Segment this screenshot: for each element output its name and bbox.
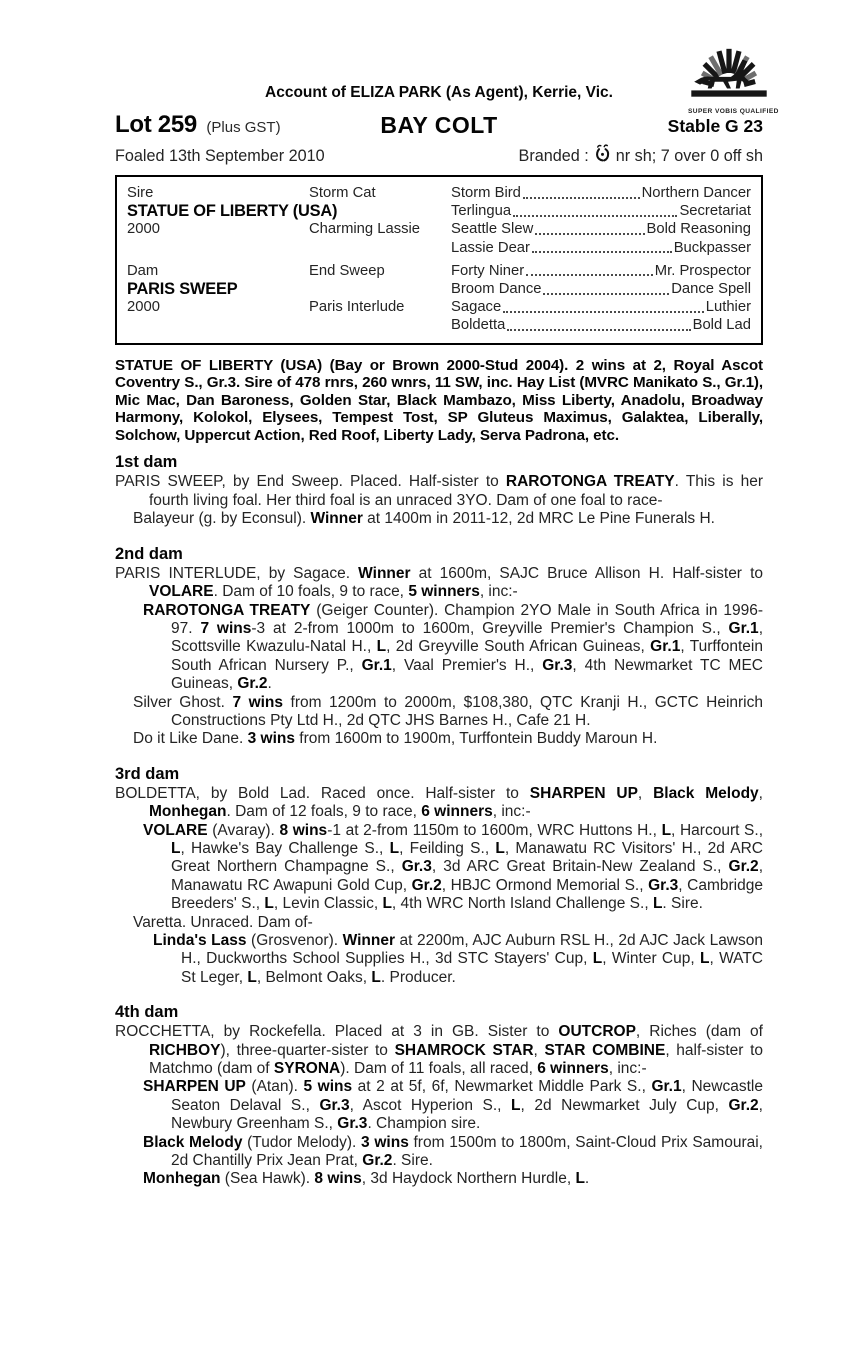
section-1st-dam bbox=[115, 453, 763, 528]
sire-year: 2000 bbox=[127, 221, 160, 238]
pedigree-paragraph: Monhegan (Sea Hawk). 8 wins, 3d Haydock Northern Hurdle, L. bbox=[143, 1170, 590, 1188]
plus-gst-label: (Plus GST) bbox=[206, 119, 281, 136]
logo-caption: SUPER VOBIS QUALIFIED bbox=[688, 108, 779, 115]
pedigree-paragraph: PARIS INTERLUDE, by Sagace. Winner at 1600m, SAJC Bruce Allison H. Half-sister to VOLARE. Dam of 10 foals, 9 to race, 5 winners, inc:- bbox=[115, 564, 763, 601]
brand-mark-icon bbox=[593, 143, 612, 164]
sire-dam: Charming Lassie bbox=[309, 221, 421, 238]
gp-row bbox=[451, 316, 751, 334]
section-heading: 4th dam bbox=[115, 1003, 179, 1022]
section-4th-dam bbox=[115, 1003, 763, 1189]
lot-row bbox=[115, 109, 763, 141]
sire-parents-column bbox=[309, 184, 451, 257]
gp-name-right: Luthier bbox=[705, 299, 751, 316]
gp-row bbox=[451, 280, 751, 298]
dam-parents-column bbox=[309, 262, 451, 335]
pedigree-paragraph: Balayeur (g. by Econsul). Winner at 1400m in 2011-12, 2d MRC Le Pine Funerals H. bbox=[133, 510, 715, 528]
sire-sire: Storm Cat bbox=[309, 185, 376, 201]
gp-name-right: Bold Lad bbox=[692, 317, 751, 334]
gp-row bbox=[451, 184, 751, 202]
leader-dots bbox=[507, 316, 690, 331]
gp-name-left: Seattle Slew bbox=[451, 221, 534, 238]
gp-name-right: Dance Spell bbox=[671, 280, 751, 297]
section-heading: 2nd dam bbox=[115, 544, 183, 563]
pedigree-paragraph: VOLARE (Avaray). 8 wins-1 at 2-from 1150m to 1600m, WRC Huttons H., L, Harcourt S., L, Hawke's Bay Challenge S., L, Feilding S., L, Manawatu RC Visitors' H., 2d ARC Great Northern Champagne S., Gr.3, 3d ARC Great Britain-New Zealand S., Gr.2, Manawatu RC Awapuni Gold Cup, Gr.2, HBJC Ormond Memorial S., Gr.3, Cambridge Breeders' S., L, Levin Classic, L, 4th WRC North Island Challenge S., L. Sire. bbox=[143, 821, 764, 913]
section-2nd-dam bbox=[115, 545, 763, 749]
leader-dots bbox=[535, 220, 644, 235]
branded-info bbox=[519, 146, 763, 167]
pedigree-paragraph: Varetta. Unraced. Dam of- bbox=[133, 913, 313, 931]
meta-row bbox=[115, 146, 763, 167]
account-line: Account of ELIZA PARK (As Agent), Kerrie, Vic. bbox=[265, 84, 613, 101]
gp-name-right: Mr. Prospector bbox=[654, 262, 751, 279]
pedigree-dam-half bbox=[127, 262, 751, 335]
pedigree-paragraph: SHARPEN UP (Atan). 5 wins at 2 at 5f, 6f, Newmarket Middle Park S., Gr.1, Newcastle Seaton Delaval S., Gr.3, Ascot Hyperion S., L, 2d Newmarket July Cup, Gr.2, Newbury Greenham S., Gr.3. Champion sire. bbox=[143, 1078, 763, 1133]
gp-name-right: Bold Reasoning bbox=[646, 221, 751, 238]
stable-number: Stable G 23 bbox=[667, 116, 763, 136]
dam-sire: End Sweep bbox=[309, 262, 385, 279]
horse-title: BAY COLT bbox=[380, 112, 498, 138]
gp-name-right: Secretariat bbox=[679, 203, 751, 220]
gp-name-left: Storm Bird bbox=[451, 185, 521, 201]
pedigree-paragraph: Silver Ghost. 7 wins from 1200m to 2000m, $108,380, QTC Kranji H., GCTC Heinrich Constructions Pty Ltd H., 2d QTC JHS Barnes H., Cafe 21 H. bbox=[133, 693, 763, 729]
gp-name-left: Forty Niner bbox=[451, 262, 525, 279]
sire-grandparents-column bbox=[451, 184, 751, 257]
leader-dots bbox=[523, 184, 640, 199]
leader-dots bbox=[532, 239, 672, 254]
gp-name-left: Terlingua bbox=[451, 203, 512, 220]
leader-dots bbox=[543, 280, 669, 295]
pedigree-paragraph: RAROTONGA TREATY (Geiger Counter). Champion 2YO Male in South Africa in 1996-97. 7 wins-3 at 2-from 1000m to 1600m, Greyville Premier's Champion S., Gr.1, Scottsville Kwazulu-Natal H., L, 2d Greyville South African Guineas, Gr.1, Turffontein South African Nursery P., Gr.1, Vaal Premier's H., Gr.3, 4th Newmarket TC MEC Guineas, Gr.2. bbox=[143, 601, 763, 693]
gp-name-right: Buckpasser bbox=[673, 239, 751, 256]
dam-name: PARIS SWEEP bbox=[127, 279, 238, 298]
sire-label: Sire bbox=[127, 185, 154, 201]
pedigree-paragraph: ROCCHETTA, by Rockefella. Placed at 3 in GB. Sister to OUTCROP, Riches (dam of RICHBOY), three-quarter-sister to SHAMROCK STAR, STAR COMBINE, half-sister to Matchmo (dam of SYRONA). Dam of 11 foals, all raced, 6 winners, inc:- bbox=[115, 1023, 764, 1078]
leader-dots bbox=[513, 202, 677, 217]
gp-row bbox=[451, 220, 751, 238]
sire-blurb: STATUE OF LIBERTY (USA) (Bay or Brown 2000-Stud 2004). 2 wins at 2, Royal Ascot Coventry S., Gr.3. Sire of 478 rnrs, 260 wnrs, 11 SW, inc. Hay List (MVRC Manikato S., Gr.1), Mic Mac, Dan Baroness, Golden Star, Black Mambazo, Miss Liberty, Anadolu, Broadway Harmony, Kolokol, Elysees, Tempest Tost, SP Gluteus Maximus, Galaktea, Liberally, Solchow, Uppercut Action, Red Roof, Liberty Lady, Serva Padrona, etc. bbox=[115, 356, 763, 444]
dam-dam: Paris Interlude bbox=[309, 299, 405, 316]
gp-name-left: Sagace bbox=[451, 299, 502, 316]
section-heading: 1st dam bbox=[115, 453, 178, 472]
lot-number: Lot 259 bbox=[115, 111, 197, 138]
gp-row bbox=[451, 298, 751, 316]
branded-suffix: nr sh; 7 over 0 off sh bbox=[615, 147, 763, 165]
gp-row bbox=[451, 239, 751, 257]
pedigree-paragraph: PARIS SWEEP, by End Sweep. Placed. Half-sister to RAROTONGA TREATY. This is her fourth living foal. Her third foal is an unraced 3YO. Dam of one foal to race- bbox=[115, 473, 763, 509]
sire-column bbox=[127, 184, 338, 257]
dam-year: 2000 bbox=[127, 299, 160, 316]
dam-column bbox=[127, 262, 309, 335]
leader-dots bbox=[526, 262, 653, 277]
leader-dots bbox=[503, 298, 704, 313]
gp-row bbox=[451, 202, 751, 220]
gp-name-left: Broom Dance bbox=[451, 280, 542, 297]
section-3rd-dam bbox=[115, 765, 763, 987]
gp-name-left: Lassie Dear bbox=[451, 239, 530, 256]
gp-row bbox=[451, 262, 751, 280]
pedigree-paragraph: Linda's Lass (Grosvenor). Winner at 2200m, AJC Auburn RSL H., 2d AJC Jack Lawson H., Duckworths School Supplies H., 3d STC Stayers' Cup, L, Winter Cup, L, WATC St Leger, L, Belmont Oaks, L. Producer. bbox=[153, 932, 763, 986]
lot-left bbox=[115, 111, 281, 139]
pedigree-sire-half bbox=[127, 184, 751, 257]
foaled-date: Foaled 13th September 2010 bbox=[115, 147, 325, 165]
pedigree-paragraph: BOLDETTA, by Bold Lad. Raced once. Half-sister to SHARPEN UP, Black Melody, Monhegan. Dam of 12 foals, 9 to race, 6 winners, inc:- bbox=[115, 784, 763, 821]
pedigree-table bbox=[115, 175, 763, 345]
super-vobis-logo bbox=[688, 44, 779, 115]
dam-grandparents-column bbox=[451, 262, 751, 335]
pedigree-paragraph: Black Melody (Tudor Melody). 3 wins from 1500m to 1800m, Saint-Cloud Prix Samourai, 2d Chantilly Prix Jean Prat, Gr.2. Sire. bbox=[143, 1133, 763, 1170]
dam-label: Dam bbox=[127, 262, 159, 279]
pedigree-paragraph: Do it Like Dane. 3 wins from 1600m to 1900m, Turffontein Buddy Maroun H. bbox=[133, 730, 658, 748]
sire-name: STATUE OF LIBERTY (USA) bbox=[127, 202, 338, 221]
sunrise-horse-icon bbox=[688, 44, 770, 102]
section-heading: 3rd dam bbox=[115, 764, 180, 783]
gp-name-left: Boldetta bbox=[451, 317, 506, 334]
gp-name-right: Northern Dancer bbox=[641, 185, 751, 201]
branded-prefix: Branded : bbox=[518, 147, 589, 165]
